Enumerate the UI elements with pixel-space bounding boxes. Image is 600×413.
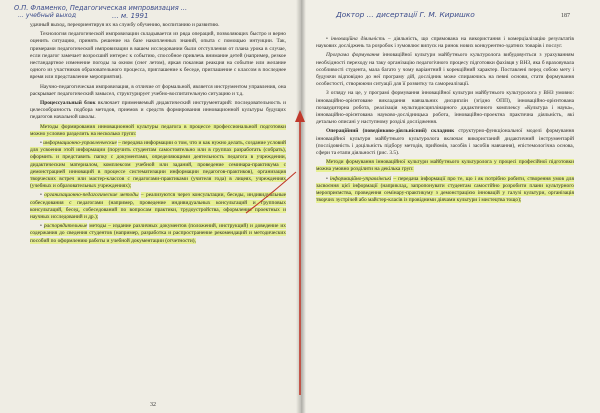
list-item-head: информационно-управленческие [43,140,117,147]
block-heading: Процессуальный блок [40,100,96,107]
list-item: • распорядительные методы – издание различных документов (положений, инструкций) и доведение их содержания до сведения студентов (например, разработка и распространение рекомендаций и методических пособий по оформлению работы и учебной документации (отчетности), [30,223,286,244]
paragraph-text: З огляду на це, у програмі формування інноваційної культури майбутнього культуролога у ВНЗ умовно: інноваційно-орієнтоване викладання навчальних дисциплін (згідно ОПП), інноваційно-орієнтована позааудиторна робота, реалізація мультидисциплінарного дидактичного комплексу «Культура і наука», інноваційно-орієнтована науково-дослідницька робота, інноваційно-проектна практична діяльність, які детально описані у наступному розділі дослідження. [316,90,574,126]
paragraph: Технология педагогической импровизации складывается из ряда операций, позволяющих быстро и верно оценить ситуацию, принять решение на базе накопленных знаний, опыта с помощью интуиции. Так, примерами педагогической импровизации в вашем исследовании были отступления от плана урока в случае, если педагог замечает возросший интерес к событию, способное привлечь внимание детей (например, резкое нестандартное изменение погоды за окном (снег летом), яркая показная реакция на событие или желание одного из участников образовательного процесса, приглашение к беседе, приглашение с классом в последнее время или представление мероприятия). [30,31,286,81]
highlighted-intro-text: Методы формирования инновационной культуры педагога в процессе профессиональной подготовки можно условно разделить на несколько групп: [30,123,286,137]
page-number: 32 [150,402,156,408]
paragraph: • інноваційна діяльність – діяльність, що спрямована на використання і комерціалізацію результатів наукових досліджень та розробок і зумовлює випуск на ринок нових конкурентно-здатних товарів і послуг. [316,36,574,50]
paragraph-text: – діяльність, що спрямована на використання і комерціалізацію результатів наукових досліджень та розробок і зумовлює випуск на ринок нових конкурентно-здатних товарів і послуг. [316,36,574,50]
block-heading: Операційний (поведінково-діяльнісний) складник [326,128,455,135]
list-item: • інформаційно-управлінські – передача інформації про те, що і як потрібно робити, створення умов для засвоєння цієї інформації (наприклад, запропонувати студентам самостійно розробити плани культурного мероприємства, проведення семінару-практикуму з демонстрацією інновацій у галузі культури, організація творчих зустрічей або майстер-класів із провідними діячами культури і мистецтва тощо); [316,175,574,204]
list-item-text: – реализуются через консультации, беседы, индивидуальные собеседования с педагогами (например, проведение индивидуальных консультаций и групповых консультаций, бесед, собеседований по вопросам практики, трудоустройства, оформления проектных и научных исследований и др.); [30,192,286,221]
list-item-head: организационно-педагогические методы [44,192,139,199]
list-item: • информационно-управленческие – передача информации о том, что и как нужно делать, создание условий для усвоения этой информации (поручить студентам самостоятельно или в группах разработать (собрать), оформить и представить папку с документами, определяющими деятельность педагога в учреждении, дидактическим материалом, комплексом учебной или заданий, проведение семинара-практикума с демонстрацией инноваций в процессе систематизации информации педагогов-практиков), организация творческих встреч или мастер-классов с педагогами-практиками (учителя года) в лицеях, учреждениях (учебных и образовательных учреждениях); [30,140,286,190]
highlighted-intro-text: Методи формування інноваційної культури майбутнього культуролога у процесі професійної підготовки можна умовно розділити на декілька груп: [316,159,574,173]
paragraph-lead: інноваційна діяльність [330,36,386,42]
paragraph-lead: Програма формування [326,52,380,59]
list-item-text: методы – издание различных документов (положений, инструкций) и доведение их содержания до сведения студентов (например, разработка и распространение рекомендаций и методических пособий по оформлению работы и учебной документации (отчетности), [30,223,286,244]
block-text: включает применяемый дидактический инструментарий: последовательность и целесообразность подбора методов, приемов и средств формирования инновационной культуры будущих педагогов начальной школы. [30,100,286,121]
paragraph-text: інноваційної культури майбутнього культуролога вибудовується з урахуванням необхідності переходу на таку організацію педагогічного процесу підготовки фахівця у ВНЗ, яка б враховувала особливості студента, мала багато у чому варіантний і корекційний характер. Поставлені перед собою мету і будуючи відповідно до неї програму дій, дослідник може спираючись на певні основи, стати формування особистості, створюючи ситуації для її розвитку та самореалізації. [316,52,574,88]
paragraph: Научно-педагогическая импровизация, в отличие от формальной, является инструментом управления, она раскрывает педагогический замысел, структурирует учебно-воспитательную ситуацию и т.д. [30,83,286,97]
page-number: 187 [561,13,570,19]
handwritten-note-line1: О.П. Фламенко, Педагогическая импровизация ... [14,4,188,12]
list-item: • организационно-педагогические методы – реализуются через консультации, беседы, индивидуальные собеседования с педагогами (например, проведение индивидуальных консультаций и групповых консультаций, бесед, собеседований по вопросам практики, трудоустройства, оформления проектных и научных исследований и др.); [30,192,286,221]
block-text: структурно-функціональної моделі формування інноваційної культури майбутнього культуролога включає використаний дидактичний інструментарій (послідовність і доцільність підбору методів, прийомів, засобів і засобів навчання), епістемологічна основа, сфери та етапи діяльності (рис. 3.5). [316,128,574,157]
handwritten-note: Доктор ... дисертації Г. М. Киришко [336,10,475,19]
handwritten-note-line2: ... учебный выход [18,12,76,19]
handwritten-note-line3: ... м. 1991 [112,12,149,20]
list-item-head: інформаційно-управлінські [329,175,392,182]
paragraph: удачный выход, переориентируя их на службу обучению, воспитанию и развитию. [30,22,220,28]
list-item-text: – передача информации о том, что и как нужно делать, создание условий для усвоения этой информации (поручить студентам самостоятельно или в группах разработать (собрать), оформить и представить папку с документами, определяющими деятельность педагога в учреждении, дидактическим материалом, комплексом учебной или заданий, проведение семинара-практикума с демонстрацией инноваций в процессе систематизации информации педагогов-практиков), организация творческих встреч или мастер-классов с педагогами-практиками (учителя года) в лицеях, учреждениях (учебных и образовательных учреждениях); [30,140,286,190]
list-item-text: – передача інформації про те, що і як потрібно робити, створення умов для засвоєння цієї інформації (наприклад, запропонувати студентам самостійно розробити плани культурного мероприємства, проведення семінару-практикуму з демонстрацією інновацій у галузі культури, організація творчих зустрічей або майстер-класів із провідними діячами культури і мистецтва тощо); [316,175,574,204]
list-item-head: распорядительные [43,223,88,230]
